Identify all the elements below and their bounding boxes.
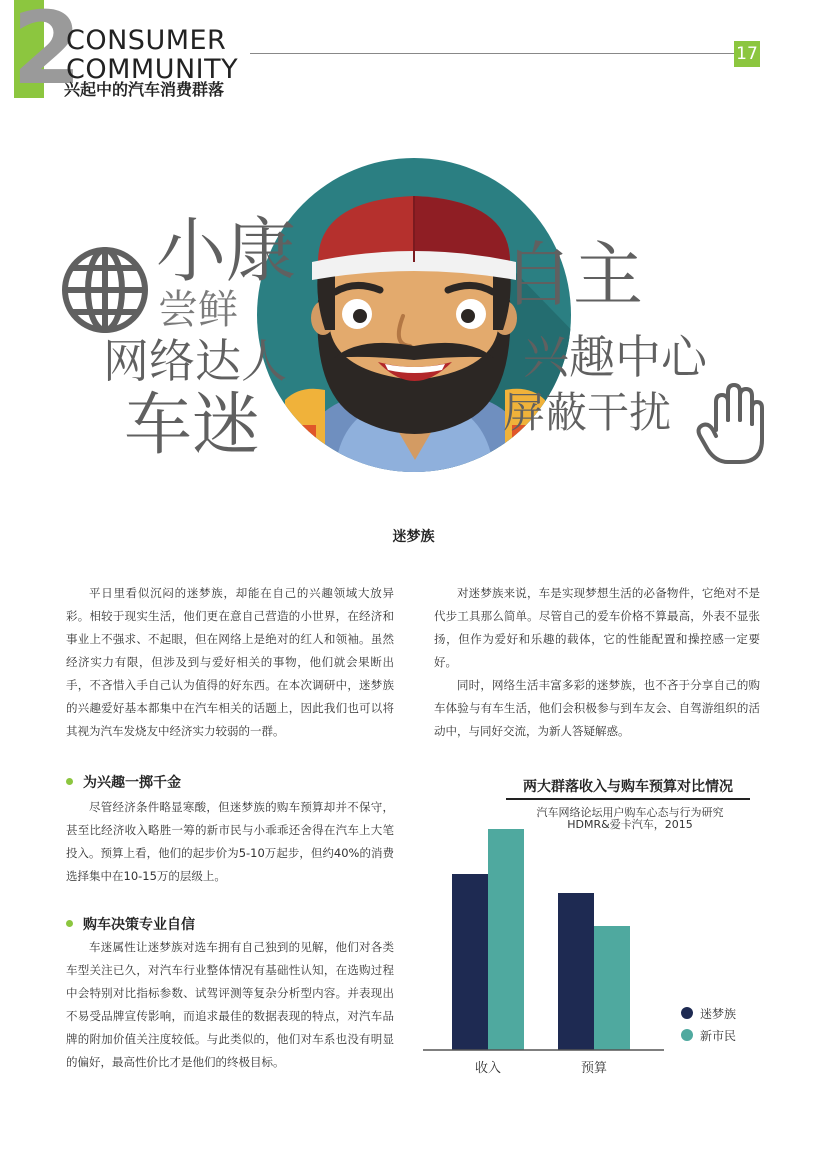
word-zizhu: 自主 bbox=[503, 234, 643, 316]
legend-label: 新市民 bbox=[700, 1029, 737, 1043]
word-changxian: 尝鲜 bbox=[158, 287, 238, 333]
chart-title: 两大群落收入与购车预算对比情况 bbox=[523, 779, 733, 795]
word-xiaokang: 小康 bbox=[156, 210, 296, 292]
bar-xinshimin-budget bbox=[594, 926, 630, 1050]
section1-paragraph: 尽管经济条件略显寒酸，但迷梦族的购车预算却并不保守，甚至比经济收入略胜一筹的新市民与小乖乖还舍得在汽车上大笔投入。预算上看，他们的起步价为5-10万起步，但约40%的消费选择集中在10-15万的层级上。 bbox=[66, 800, 394, 883]
bullet-dot-icon bbox=[66, 920, 73, 927]
right-intro-text bbox=[434, 582, 760, 743]
hero-illustration bbox=[0, 140, 827, 520]
header-rule bbox=[250, 53, 734, 54]
section2-paragraph: 车迷属性让迷梦族对选车拥有自己独到的见解，他们对各类车型关注已久，对汽车行业整体情况有基础性认知，在选购过程中会特别对比指标参数、试驾评测等复杂分析型内容。并表现出不易受品牌宣传影响，而追求最佳的数据表现的特点，对汽车品牌的附加价值关注度较低。与此类似的，他们对车系也没有明显的偏好，最高性价比才是他们的终极目标。 bbox=[66, 940, 394, 1069]
left-intro-text bbox=[66, 582, 394, 743]
chapter-subtitle: 兴起中的汽车消费群落 bbox=[64, 80, 225, 99]
chapter-title-line1: CONSUMER bbox=[66, 25, 227, 56]
bar-mimengzu-budget bbox=[558, 893, 594, 1050]
bar-xinshimin-income bbox=[488, 829, 524, 1050]
left-paragraph: 平日里看似沉闷的迷梦族，却能在自己的兴趣领域大放异彩。相较于现实生活，他们更在意自己营造的小世界，在经济和事业上不强求、不起眼，但在网络上是绝对的红人和领袖。虽然经济实力有限，但涉及到与爱好相关的事物，他们就会果断出手，不吝惜入手自己认为值得的好东西。在本次调研中，迷梦族的兴趣爱好基本都集中在汽车相关的话题上，因此我们也可以将其视为汽车发烧友中经济实力较弱的一群。 bbox=[66, 586, 394, 738]
section1-heading-text: 为兴趣一掷千金 bbox=[83, 775, 181, 791]
chart-title-rule bbox=[506, 798, 750, 800]
hero-caption: 迷梦族 bbox=[392, 529, 435, 545]
legend-label: 迷梦族 bbox=[700, 1007, 737, 1021]
word-wangluodaren: 网络达人 bbox=[103, 334, 287, 388]
section2-heading bbox=[66, 914, 195, 934]
section1-body bbox=[66, 796, 394, 888]
x-tick-label: 收入 bbox=[474, 1061, 502, 1076]
page-number: 17 bbox=[734, 41, 760, 67]
legend-marker bbox=[681, 1007, 693, 1019]
section2-heading-text: 购车决策专业自信 bbox=[83, 917, 195, 933]
word-pingbiganrao: 屏蔽干扰 bbox=[503, 388, 672, 437]
chapter-title-line2: COMMUNITY bbox=[66, 54, 239, 85]
chapter-number: 2 bbox=[12, 0, 80, 107]
section2-body bbox=[66, 936, 394, 1074]
bar-mimengzu-income bbox=[452, 874, 488, 1050]
x-tick-label: 预算 bbox=[580, 1061, 608, 1076]
word-chemi: 车迷 bbox=[124, 386, 261, 465]
chart-source-line2: HDMR&爱卡汽车，2015 bbox=[567, 818, 693, 831]
hand-icon bbox=[699, 385, 762, 462]
section1-heading bbox=[66, 772, 181, 792]
bullet-dot-icon bbox=[66, 778, 73, 785]
globe-icon bbox=[65, 250, 145, 330]
word-xingquzhongxin: 兴趣中心 bbox=[523, 330, 707, 384]
right-paragraph-2: 同时，网络生活丰富多彩的迷梦族，也不吝于分享自己的购车体验与有车生活，他们会积极参与到车友会、自驾游组织的活动中，与同好交流，为新人答疑解惑。 bbox=[434, 678, 760, 738]
legend-marker bbox=[681, 1029, 693, 1041]
right-paragraph-1: 对迷梦族来说，车是实现梦想生活的必备物件，它绝对不是代步工具那么简单。尽管自己的爱车价格不算最高，外表不显张扬，但作为爱好和乐趣的载体，它的性能配置和操控感一定要好。 bbox=[434, 586, 760, 669]
chart-source-line1: 汽车网络论坛用户购车心态与行为研究 bbox=[536, 806, 724, 819]
